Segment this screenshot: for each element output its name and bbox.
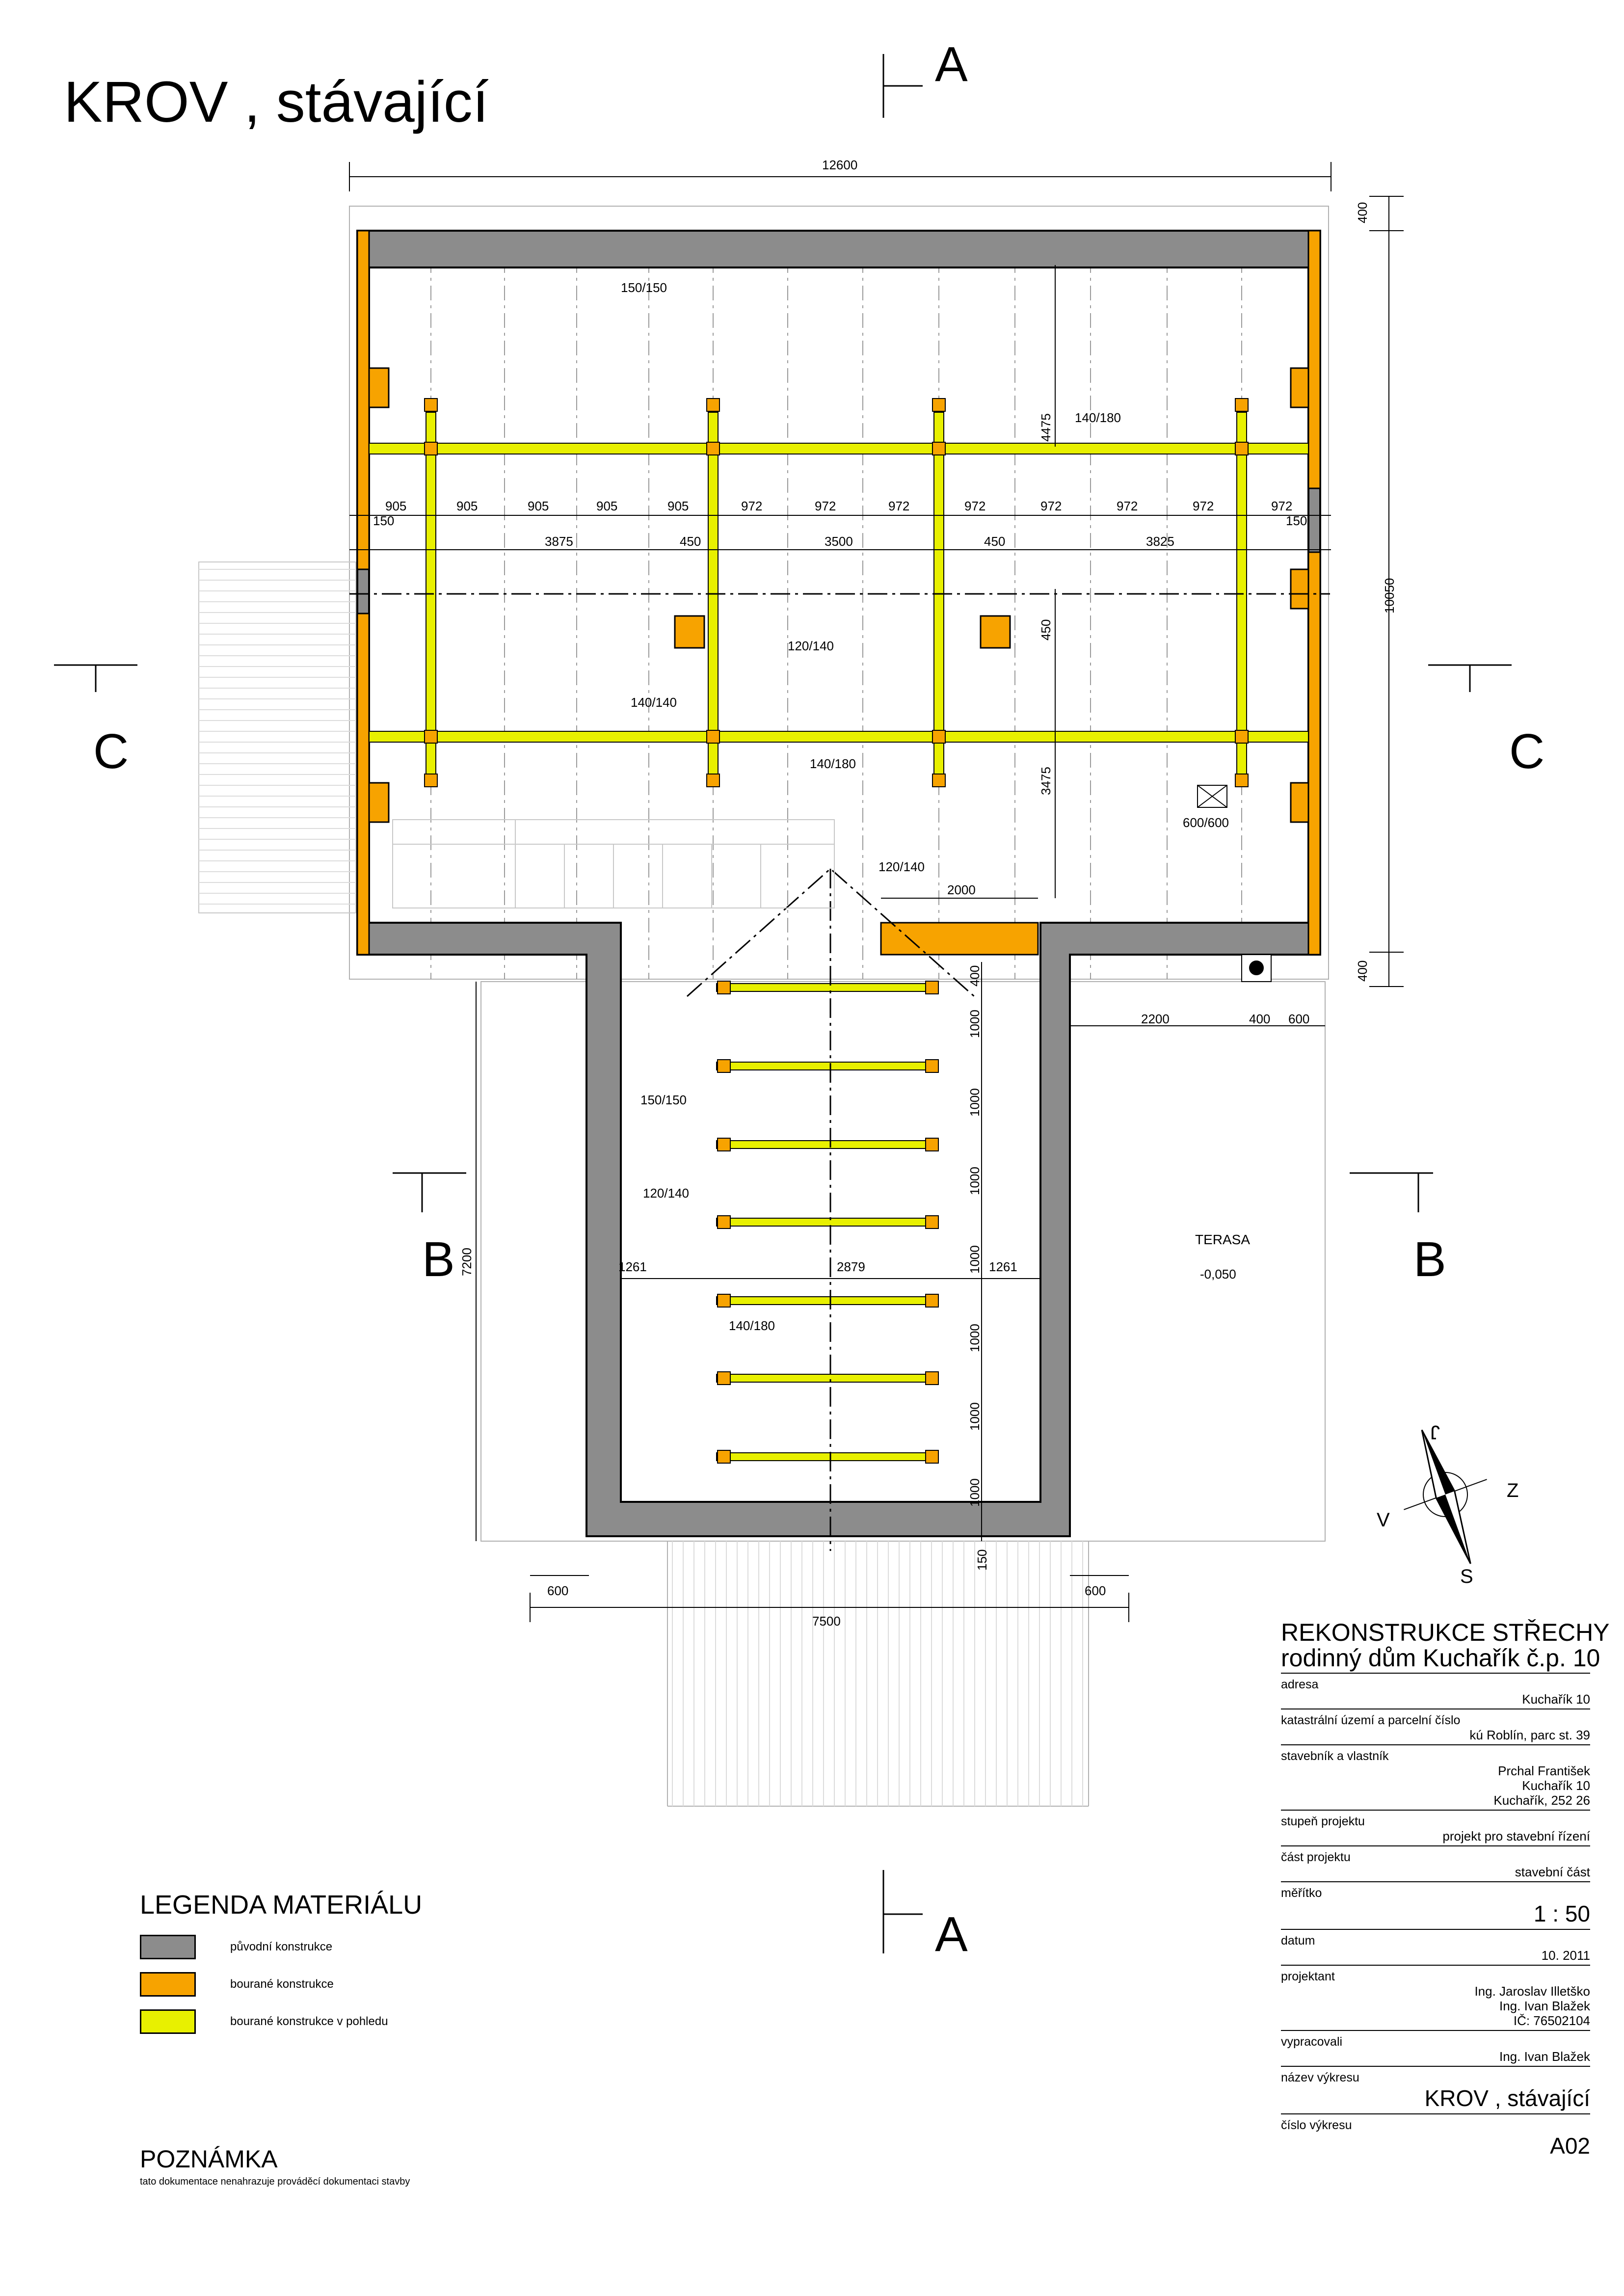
dim-rafter-9: 972 [964, 499, 986, 513]
wing-rafter [717, 1218, 932, 1226]
wing-rafter [717, 1297, 932, 1305]
dim-opening: 2000 [947, 882, 976, 897]
rafter-end [926, 1216, 938, 1228]
dim-wing-400: 400 [967, 965, 982, 987]
bottom-hatch-lines [672, 1541, 1083, 1806]
chimney-symbol [1242, 955, 1271, 982]
dim-edge-left: 150 [373, 513, 395, 528]
label-rafter: 120/140 [879, 859, 925, 874]
dim-rafter-7: 972 [815, 499, 836, 513]
dim-terrace-400: 400 [1249, 1012, 1271, 1026]
designer-label: projektant [1281, 1970, 1335, 1983]
cadastre-value: kú Roblín, parc st. 39 [1281, 1728, 1590, 1745]
drawing-no-value: A02 [1550, 2133, 1590, 2159]
legend-swatch-demolished [140, 1972, 196, 1997]
stage-label: stupeň projektu [1281, 1815, 1365, 1828]
label-wing-beam: 150/150 [640, 1093, 687, 1107]
post-head [707, 442, 719, 455]
label-terasa: TERASA [1195, 1232, 1251, 1247]
dim-wing-depth: 7200 [459, 1248, 474, 1276]
compass-rose [1381, 1415, 1512, 1579]
owner-label: stavebník a vlastník [1281, 1749, 1389, 1763]
project-subtitle: rodinný dům Kuchařík č.p. 10 [1281, 1645, 1590, 1674]
label-beam-150: 150/150 [621, 280, 667, 295]
rafter-end [926, 981, 938, 994]
section-b-right: B [1413, 1232, 1446, 1287]
drawing-title-label: název výkresu [1281, 2071, 1359, 2084]
dim-post-offset-1: 450 [680, 534, 701, 549]
dim-span-left: 3875 [545, 534, 573, 549]
post-head [1235, 774, 1248, 787]
dimension-lines [349, 162, 1404, 1622]
owner-line-1: Prchal František [1498, 1763, 1590, 1778]
dim-rafter-3: 905 [528, 499, 549, 513]
rafter-end [718, 1138, 730, 1151]
dim-span-mid: 3500 [825, 534, 853, 549]
stairs [393, 820, 834, 908]
dim-overall-width: 12600 [822, 158, 858, 172]
material-legend [140, 1890, 422, 2047]
drawing-title-value: KROV , stávající [1281, 2085, 1590, 2114]
original-construction [357, 231, 1320, 1536]
post-head [425, 399, 437, 411]
dim-rafter-13: 972 [1271, 499, 1293, 513]
wing-rafter [717, 1062, 932, 1070]
wing-rafter [717, 1141, 932, 1148]
owner-line-2: Kuchařík 10 [1522, 1778, 1590, 1793]
dim-rafter-10: 972 [1040, 499, 1062, 513]
dim-upper-depth: 4475 [1038, 413, 1053, 442]
dim-bottom-edge: 400 [1355, 960, 1370, 982]
section-a-top: A [935, 37, 968, 92]
dim-top-edge: 400 [1355, 202, 1370, 223]
legend-title: LEGENDA MATERIÁLU [140, 1890, 423, 1920]
post-head [425, 442, 437, 455]
post-head [1235, 399, 1248, 411]
wing-rafter [717, 984, 932, 991]
label-vent: 600/600 [1183, 815, 1229, 830]
vent-symbol [1198, 785, 1227, 807]
page-title: KROV , stávající [64, 70, 489, 134]
legend-label-original: původní konstrukce [230, 1940, 333, 1953]
rafter-grid [431, 231, 1242, 979]
dim-terrace-600: 600 [1288, 1012, 1310, 1026]
dim-span-right: 3825 [1146, 534, 1174, 549]
legend-item [140, 2009, 422, 2034]
compass-e: Z [1507, 1480, 1519, 1501]
post-head [425, 774, 437, 787]
note-title: POZNÁMKA [140, 2145, 278, 2173]
project-title: REKONSTRUKCE STŘECHY [1281, 1619, 1610, 1646]
post-head [932, 730, 945, 743]
dim-wing-left: 1261 [618, 1259, 647, 1274]
dim-wing-r3: 1000 [967, 1167, 982, 1195]
section-a-bottom: A [935, 1907, 968, 1962]
dim-edge-right: 150 [1286, 513, 1307, 528]
dim-base-left: 600 [547, 1583, 569, 1598]
rafter-end [926, 1372, 938, 1385]
rafter-end [926, 1138, 938, 1151]
designer-line-1: Ing. Jaroslav Illetško [1474, 1984, 1590, 1999]
section-c-left: C [93, 724, 129, 779]
dim-base-right: 600 [1085, 1583, 1106, 1598]
dim-rafter-8: 972 [888, 499, 910, 513]
dim-wing-r1: 1000 [967, 1010, 982, 1038]
legend-label-demolished-view: bourané konstrukce v pohledu [230, 2015, 388, 2028]
drawing-no-label: číslo výkresu [1281, 2118, 1352, 2132]
rafter-end [718, 1450, 730, 1463]
post-head [707, 774, 719, 787]
rafter-end [718, 1294, 730, 1307]
compass-n: J [1430, 1421, 1440, 1443]
legend-item [140, 1972, 422, 1997]
rafter-end [926, 1450, 938, 1463]
label-purlin-bottom: 140/180 [810, 756, 856, 771]
date-label: datum [1281, 1934, 1315, 1948]
part-value: stavební část [1281, 1865, 1590, 1882]
note-text: tato dokumentace nenahrazuje prováděcí dokumentaci stavby [140, 2176, 410, 2187]
scale-value: 1 : 50 [1281, 1900, 1590, 1930]
dim-wing-r2: 1000 [967, 1088, 982, 1117]
scale-label: měřítko [1281, 1886, 1322, 1900]
left-terrace-hatch [199, 562, 356, 913]
wing-rafter [717, 1374, 932, 1382]
drawn-value: Ing. Ivan Blažek [1281, 2049, 1590, 2067]
label-purlin-top: 140/180 [1075, 410, 1121, 425]
post-head [707, 399, 719, 411]
dim-wing-r4: 1000 [967, 1245, 982, 1274]
owner-line-3: Kuchařík, 252 26 [1281, 1793, 1590, 1811]
dim-wing-r7: 1000 [967, 1478, 982, 1507]
label-post: 140/140 [631, 695, 677, 710]
dim-overall-depth: 10050 [1382, 578, 1397, 614]
dim-lower-depth: 3475 [1038, 767, 1053, 795]
post-head [932, 774, 945, 787]
post-head [932, 442, 945, 455]
dim-rafter-11: 972 [1117, 499, 1138, 513]
legend-swatch-original [140, 1935, 196, 1959]
label-wing-rafter: 120/140 [643, 1186, 689, 1201]
rafter-end [718, 981, 730, 994]
address-label: adresa [1281, 1678, 1319, 1691]
dim-post-offset-2: 450 [984, 534, 1006, 549]
rafter-end [926, 1060, 938, 1072]
post-head [932, 399, 945, 411]
rafter-end [926, 1294, 938, 1307]
demolished-construction [357, 231, 1320, 955]
title-block [1281, 1619, 1610, 2159]
dim-wing-150: 150 [975, 1549, 989, 1571]
dim-rafter-4: 905 [596, 499, 618, 513]
stage-value: projekt pro stavební řízení [1281, 1829, 1590, 1846]
dim-rafter-5: 905 [667, 499, 689, 513]
dim-wing-r5: 1000 [967, 1324, 982, 1352]
dim-rafter-6: 972 [741, 499, 763, 513]
left-hatch-lines [199, 569, 356, 904]
compass-w: V [1377, 1509, 1390, 1531]
dim-base-total: 7500 [812, 1614, 841, 1629]
legend-item [140, 1935, 422, 1959]
post-head [1235, 730, 1248, 743]
cadastre-label: katastrální území a parcelní číslo [1281, 1713, 1461, 1727]
label-tie: 120/140 [788, 639, 834, 653]
wing-rafters [717, 984, 932, 1461]
wing-rafter [717, 1453, 932, 1461]
dim-rafter-2: 905 [456, 499, 478, 513]
section-b-left: B [422, 1232, 455, 1287]
note [140, 2145, 410, 2188]
legend-label-demolished: bourané konstrukce [230, 1977, 334, 1991]
dim-wing-mid: 2879 [837, 1259, 865, 1274]
post-head [1235, 442, 1248, 455]
label-wing-purlin: 140/180 [729, 1318, 775, 1333]
dim-wing-right: 1261 [989, 1259, 1017, 1274]
designer-line-2: Ing. Ivan Blažek [1499, 1999, 1590, 2013]
rafter-end [718, 1216, 730, 1228]
post-head [707, 730, 719, 743]
dim-rafter-1: 905 [385, 499, 407, 513]
dim-post-offset-3: 450 [1038, 619, 1053, 641]
label-terasa-level: -0,050 [1200, 1267, 1236, 1281]
legend-swatch-demolished-view [140, 2009, 196, 2034]
section-c-right: C [1509, 724, 1545, 779]
rafter-end [718, 1372, 730, 1385]
designer-line-3: IČ: 76502104 [1281, 2013, 1590, 2031]
part-label: část projektu [1281, 1850, 1351, 1864]
dim-rafter-12: 972 [1193, 499, 1214, 513]
drawn-label: vypracovali [1281, 2035, 1343, 2049]
address-value: Kuchařík 10 [1281, 1692, 1590, 1709]
dim-terrace-2200: 2200 [1141, 1012, 1170, 1026]
rafter-end [718, 1060, 730, 1072]
dim-wing-r6: 1000 [967, 1402, 982, 1431]
date-value: 10. 2011 [1281, 1948, 1590, 1966]
post-head [425, 730, 437, 743]
compass-s: S [1460, 1566, 1473, 1587]
